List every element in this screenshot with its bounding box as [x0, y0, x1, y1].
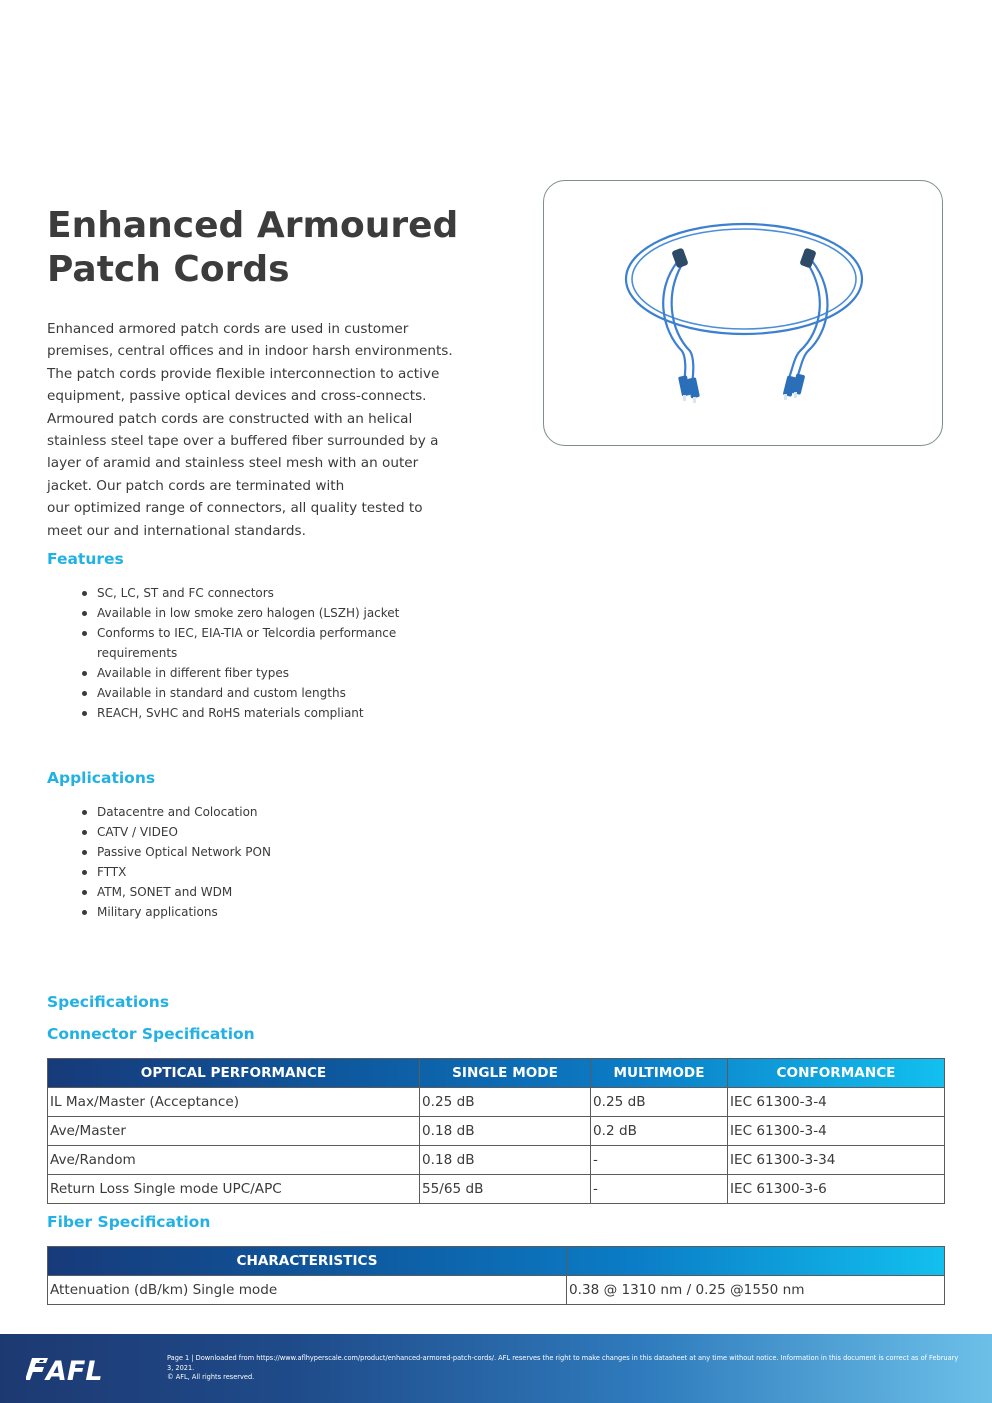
column-header: OPTICAL PERFORMANCE	[48, 1059, 420, 1088]
column-header: CONFORMANCE	[728, 1059, 945, 1088]
intro-line: Armoured patch cords are constructed with an helical	[47, 410, 413, 427]
patch-cord-image	[544, 181, 944, 447]
applications-heading: Applications	[47, 769, 156, 787]
column-header	[567, 1247, 945, 1276]
page-footer	[0, 1334, 992, 1403]
table-row	[48, 1175, 945, 1204]
table-cell: -	[591, 1146, 728, 1175]
table-cell: Return Loss Single mode UPC/APC	[48, 1175, 420, 1204]
column-header: MULTIMODE	[591, 1059, 728, 1088]
table-cell: IEC 61300-3-34	[728, 1146, 945, 1175]
table-cell: 0.2 dB	[591, 1117, 728, 1146]
logo-text: AFL	[46, 1356, 103, 1386]
table-cell: Ave/Master	[48, 1117, 420, 1146]
list-item: Available in low smoke zero halogen (LSZH) jacket	[97, 603, 437, 623]
table-row	[48, 1088, 945, 1117]
table-row	[48, 1117, 945, 1146]
list-item: Available in different fiber types	[97, 663, 437, 683]
intro-line: premises, central offices and in indoor harsh environments.	[47, 343, 453, 360]
title-line-1: Enhanced Armoured	[47, 205, 459, 246]
table-cell: -	[591, 1175, 728, 1204]
table-cell: 55/65 dB	[420, 1175, 591, 1204]
list-item: Conforms to IEC, EIA-TIA or Telcordia performance requirements	[97, 623, 437, 663]
table-cell: 0.25 dB	[591, 1088, 728, 1117]
product-image-frame	[543, 180, 943, 446]
table-cell: 0.38 @ 1310 nm / 0.25 @1550 nm	[567, 1276, 945, 1305]
list-item: Military applications	[97, 902, 437, 922]
footer-copyright: © AFL, All rights reserved.	[167, 1373, 255, 1382]
table-cell: 0.25 dB	[420, 1088, 591, 1117]
table-cell: IL Max/Master (Acceptance)	[48, 1088, 420, 1117]
list-item: CATV / VIDEO	[97, 822, 437, 842]
column-header: SINGLE MODE	[420, 1059, 591, 1088]
table-cell: 0.18 dB	[420, 1117, 591, 1146]
intro-line: layer of aramid and stainless steel mesh with an outer	[47, 455, 419, 472]
intro-line: stainless steel tape over a buffered fiber surrounded by a	[47, 433, 439, 450]
page-title	[47, 204, 487, 292]
intro-line: The patch cords provide flexible interconnection to active	[47, 365, 440, 382]
list-item: Datacentre and Colocation	[97, 802, 437, 822]
features-list	[97, 583, 437, 723]
list-item: ATM, SONET and WDM	[97, 882, 437, 902]
list-item: Passive Optical Network PON	[97, 842, 437, 862]
table-header-row	[48, 1247, 945, 1276]
list-item: SC, LC, ST and FC connectors	[97, 583, 437, 603]
intro-line: our optimized range of connectors, all quality tested to	[47, 500, 423, 517]
table-cell: IEC 61300-3-4	[728, 1088, 945, 1117]
intro-line: meet our and international standards.	[47, 522, 306, 539]
fiber-spec-heading: Fiber Specification	[47, 1213, 211, 1231]
table-row	[48, 1146, 945, 1175]
connector-spec-table	[47, 1058, 945, 1204]
table-cell: IEC 61300-3-6	[728, 1175, 945, 1204]
intro-line: Enhanced armored patch cords are used in customer	[47, 321, 409, 337]
intro-line: equipment, passive optical devices and cross-connects.	[47, 388, 427, 405]
afl-logo	[26, 1350, 126, 1386]
intro-line: jacket. Our patch cords are terminated with	[47, 477, 345, 494]
table-cell: 0.18 dB	[420, 1146, 591, 1175]
features-heading: Features	[47, 550, 124, 568]
list-item: REACH, SvHC and RoHS materials compliant	[97, 703, 437, 723]
table-cell: IEC 61300-3-4	[728, 1117, 945, 1146]
table-row	[48, 1276, 945, 1305]
footer-line: 3, 2021.	[167, 1363, 195, 1372]
specifications-heading: Specifications	[47, 993, 170, 1011]
column-header: CHARACTERISTICS	[48, 1247, 567, 1276]
footer-line: Page 1 | Downloaded from https://www.aflhyperscale.com/product/enhanced-armored-patch-cords/. AFL reserves the right to make changes in this datasheet at any time without notice. Information in this document is correct as of February	[167, 1354, 959, 1362]
list-item: Available in standard and custom lengths	[97, 683, 437, 703]
fiber-spec-table	[47, 1246, 945, 1305]
connector-spec-heading: Connector Specification	[47, 1025, 255, 1043]
applications-list	[97, 802, 437, 922]
list-item: FTTX	[97, 862, 437, 882]
table-header-row	[48, 1059, 945, 1088]
table-cell: Ave/Random	[48, 1146, 420, 1175]
footer-disclaimer	[167, 1354, 977, 1383]
intro-paragraph	[47, 318, 457, 542]
table-cell: Attenuation (dB/km) Single mode	[48, 1276, 567, 1305]
title-line-2: Patch Cords	[47, 249, 290, 290]
